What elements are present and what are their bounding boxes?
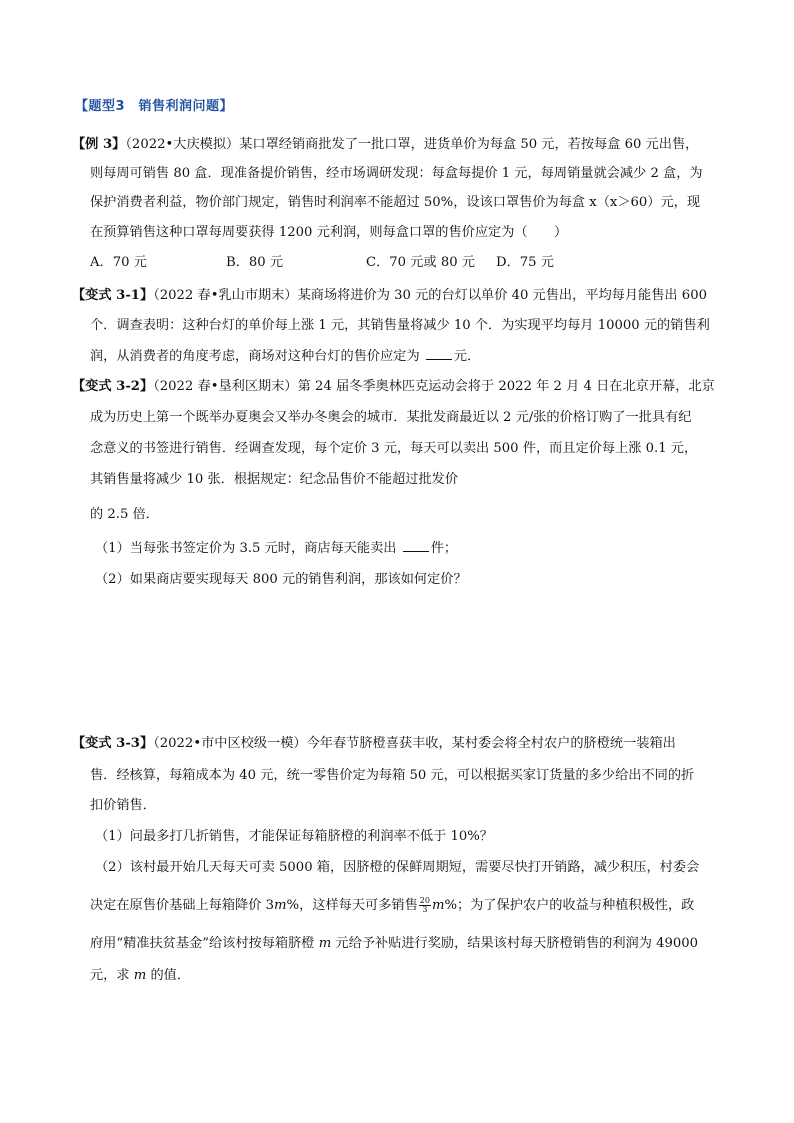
answer-blank[interactable]	[426, 347, 452, 360]
variant33-line-1: 【变式 3-3】（2022•市中区校级一模）今年春节脐橙喜获丰收，某村委会将全村农户的脐橙统一装箱出	[72, 736, 676, 751]
variable-m: m	[133, 968, 147, 983]
example3-line-4: 在预算销售这种口罩每周要获得 1200 元利润，则每盒口罩的售价应定为（ ）	[90, 225, 568, 240]
variant32-line-4: 其销售量将减少 10 张．根据规定：纪念品售价不能超过批发价	[90, 472, 459, 487]
variable-m: m	[318, 936, 332, 951]
variant31-line-3: 润，从消费者的角度考虑，商场对这种台灯的售价应定为 元．	[90, 349, 481, 364]
variant32-line-2: 成为历史上第一个既举办夏奥会又举办冬奥会的城市．某批发商最近以 2 元/张的价格订购了一批具有纪	[90, 410, 692, 425]
variant32-line-1: 【变式 3-2】（2022 春•垦利区期末）第 24 届冬季奥林匹克运动会将于 2022 年 2 月 4 日在北京开幕，北京	[72, 379, 715, 394]
variable-m: m	[431, 898, 445, 913]
variant33-question-2-line-3: 府用“精准扶贫基金”给该村按每箱脐橙 m 元给予补贴进行奖励，结果该村每天脐橙销售的利润为 49000	[90, 936, 699, 951]
variant32-tag: 【变式 3-2】	[72, 379, 154, 394]
choice-d[interactable]: D．75 元	[496, 255, 554, 270]
variant31-line-2: 个．调查表明：这种台灯的单价每上涨 1 元，其销售量将减少 10 个．为实现平均每月 10000 元的销售利	[90, 318, 710, 333]
example3-line-3: 保护消费者利益，物价部门规定，销售时利润率不能超过 50%，设该口罩售价为每盒 x（x＞60）元，现	[90, 195, 701, 210]
variant32-question-2: （2）如果商店要实现每天 800 元的销售利润，那该如何定价？	[95, 572, 467, 587]
variant33-tag: 【变式 3-3】	[72, 736, 154, 751]
variant33-question-2-line-4: 元，求 m 的值．	[90, 968, 191, 983]
example3-line-2: 则每周可销售 80 盒．现准备提价销售，经市场调研发现：每盒每提价 1 元，每周销量就会减少 2 盒，为	[90, 166, 703, 181]
variant32-line-5: 的 2.5 倍．	[90, 507, 159, 522]
variable-m: m	[274, 898, 287, 913]
variant33-question-2-line-1: （2）该村最开始几天每天可卖 5000 箱，因脐橙的保鲜周期短，需要尽快打开销路，减少积压，村委会	[95, 860, 700, 875]
variant33-question-2-line-2: 决定在原售价基础上每箱降价 3m%，这样每天可多销售 $\frac{20}{3}$ m%；为了保护农户的收益与种植积极性，政	[90, 896, 695, 914]
fraction-20-3: $\frac{20}{3}$	[419, 896, 430, 914]
answer-blank[interactable]	[403, 539, 429, 552]
example3-tag: 【例 3】	[72, 137, 126, 152]
variant31-tag: 【变式 3-1】	[72, 288, 154, 303]
variant33-line-3: 扣价销售．	[90, 798, 156, 813]
variant31-line-1: 【变式 3-1】（2022 春•乳山市期末）某商场将进价为 30 元的台灯以单价 40 元售出，平均每月能售出 600	[72, 288, 707, 303]
choice-a[interactable]: A．70 元	[90, 255, 147, 270]
example3-line-1: 【例 3】（2022•大庆模拟）某口罩经销商批发了一批口罩，进货单价为每盒 50 元，若按每盒 60 元出售，	[72, 137, 699, 152]
variant32-line-3: 念意义的书签进行销售．经调查发现，每个定价 3 元，每天可以卖出 500 件，而且定价每上涨 0.1 元，	[90, 441, 698, 456]
variant33-line-2: 售．经核算，每箱成本为 40 元，统一零售价定为每箱 50 元，可以根据买家订货量的多少给出不同的折	[90, 768, 695, 783]
choice-b[interactable]: B．80 元	[226, 255, 284, 270]
variant33-question-1: （1）问最多打几折销售，才能保证每箱脐橙的利润率不低于 10%？	[95, 829, 493, 844]
variant32-question-1: （1）当每张书签定价为 3.5 元时，商店每天能卖出 件；	[95, 541, 458, 556]
section-title: 【题型3 销售利润问题】	[75, 99, 234, 114]
choice-c[interactable]: C．70 元或 80 元	[366, 255, 475, 270]
